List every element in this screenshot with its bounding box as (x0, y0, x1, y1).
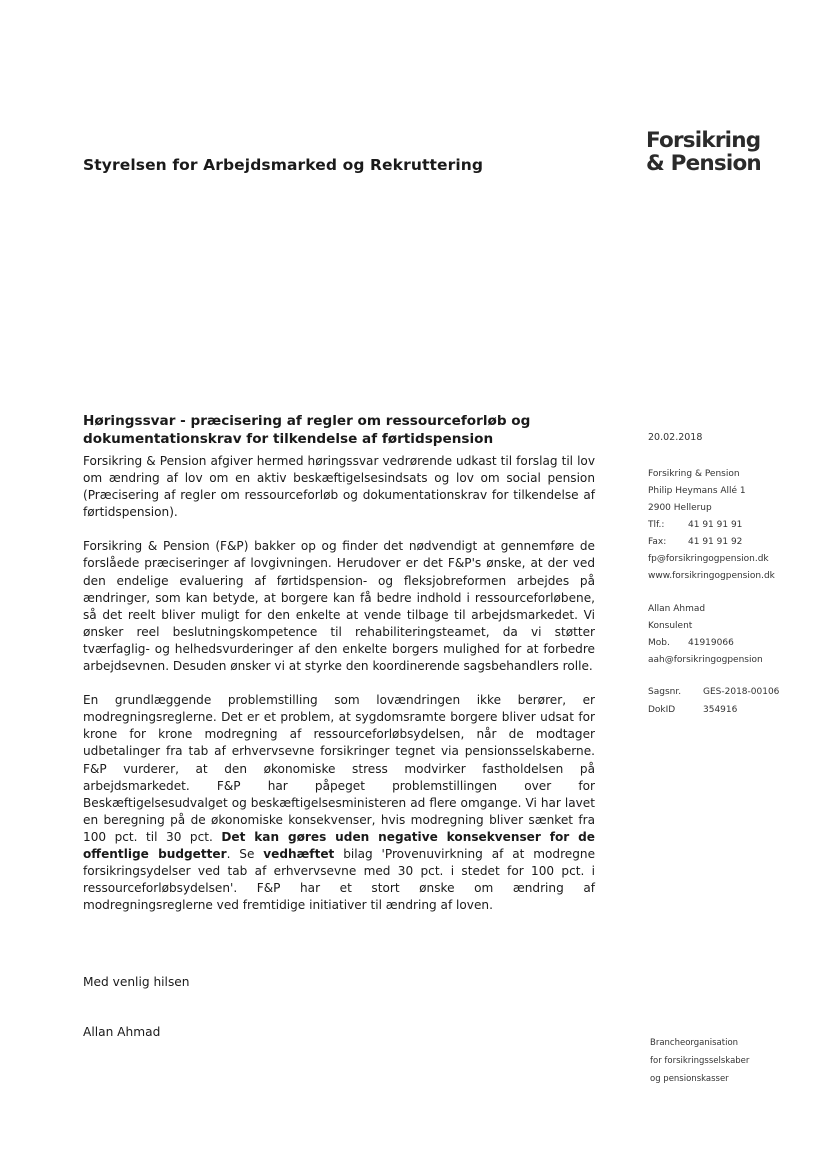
paragraph-3-text-b: . Se (226, 846, 264, 861)
mobile-value: 41919066 (688, 638, 734, 648)
letter-subject: Høringssvar - præcisering af regler om ressourceforløb og dokumentationskrav for tilkendelse af førtidspension (83, 413, 531, 447)
sender-fax (648, 534, 775, 551)
paragraph-2: Forsikring & Pension (F&P) bakker op og finder det nødvendigt at gennemføre de forslåede præciseringer af lovgivningen. Herudover er det F&P's ønske, at der ved den endelige evaluering af førtidspension- og fleksjobreformen arbejdes på ændringer, som kan betyde, at borgere kan få bedre indhold i ressourceforløbene, så det reelt bliver muligt for den enkelte at vende tilbage til arbejdsmarkedet. Vi ønsker reel beslutningskompetence til rehabiliteringsteamet, da vi støtter tværfaglig- og helhedsvurderinger af den enkelte borgers mulighed for at forbedre arbejdsevnen. Desuden ønsker vi at styrke den koordinerende sagsbehandlers rolle. (83, 539, 595, 674)
footer-line-1: Brancheorganisation (650, 1038, 739, 1048)
paragraph-3-text-c: bilag 'Provenuvirkning af at modregne forsikringsydelser ved tab af erhvervsevne med 30 pct. i stedet for 100 pct. i ressourceforløbsydelsen'. F&P har et stort ønske om ændring af modregningsreglerne ved fremtidige initiativer til ændring af loven. (83, 846, 596, 913)
document-id-label: DokID (648, 705, 676, 715)
letter-body (83, 453, 595, 931)
document-id-value: 354916 (703, 705, 738, 715)
sender-email[interactable]: fp@forsikringogpension.dk (648, 554, 769, 564)
paragraph-3-bold-statement: Det kan gøres uden negative konsekvenser for de offentlige budgetter (83, 829, 595, 861)
case-number-label: Sagsnr. (648, 687, 682, 697)
sender-phone (648, 517, 775, 534)
footer-line-2: for forsikringsselskaber (650, 1056, 750, 1066)
organization-footer (650, 1034, 749, 1088)
footer-line-3: og pensionskasser (650, 1074, 729, 1084)
contact-name: Allan Ahmad (648, 604, 706, 614)
recipient-heading: Styrelsen for Arbejdsmarked og Rekruttering (83, 156, 484, 174)
paragraph-3-bold-attached: vedhæftet (263, 846, 335, 861)
sender-website[interactable]: www.forsikringogpension.dk (648, 571, 775, 581)
sender-info (648, 466, 775, 585)
paragraph-3 (83, 692, 595, 914)
company-logo (646, 129, 776, 175)
contact-mobile (648, 635, 763, 652)
case-number (648, 683, 779, 701)
logo-line-2: & Pension (646, 151, 761, 176)
fax-label: Fax: (648, 537, 667, 547)
phone-label: Tlf.: (648, 520, 665, 530)
sender-address-1: Philip Heymans Allé 1 (648, 486, 746, 496)
paragraph-1: Forsikring & Pension afgiver hermed høringssvar vedrørende udkast til forslag til lov om ændring af lov om en aktiv beskæftigelsesindsats og lov om social pension (Præcisering af regler om ressourceforløb og dokumentationskrav for tilkendelse af førtidspension). (83, 454, 595, 520)
case-info (648, 683, 779, 719)
fax-value: 41 91 91 92 (688, 537, 743, 547)
contact-email[interactable]: aah@forsikringogpension (648, 655, 763, 665)
sender-address-2: 2900 Hellerup (648, 503, 712, 513)
document-id (648, 701, 779, 719)
case-number-value: GES-2018-00106 (703, 687, 780, 697)
contact-title: Konsulent (648, 621, 693, 631)
contact-info (648, 601, 763, 669)
sender-org: Forsikring & Pension (648, 469, 740, 479)
letter-date: 20.02.2018 (648, 432, 703, 443)
closing-greeting: Med venlig hilsen (83, 975, 190, 989)
phone-value: 41 91 91 91 (688, 520, 743, 530)
logo-line-1: Forsikring (646, 128, 761, 153)
signer-name: Allan Ahmad (83, 1025, 161, 1039)
paragraph-3-text-a: En grundlæggende problemstilling som lovændringen ikke berører, er modregningsreglerne. Det er et problem, at sygdomsramte borgere bliver udsat for krone for krone modregning af ressourceforløbsydelsen, når de modtager udbetalinger fra tab af erhvervsevne forsikringer tegnet via pensionsselskaberne. F&P vurderer, at den økonomiske stress modvirker fastholdelsen på arbejdsmarkedet. F&P har påpeget problemstillingen over for Beskæftigelsesudvalget og beskæftigelsesministeren ad flere omgange. Vi har lavet en beregning på de økonomiske konsekvenser, hvis modregning bliver sænket fra 100 pct. til 30 pct. (83, 693, 595, 844)
mobile-label: Mob. (648, 638, 670, 648)
